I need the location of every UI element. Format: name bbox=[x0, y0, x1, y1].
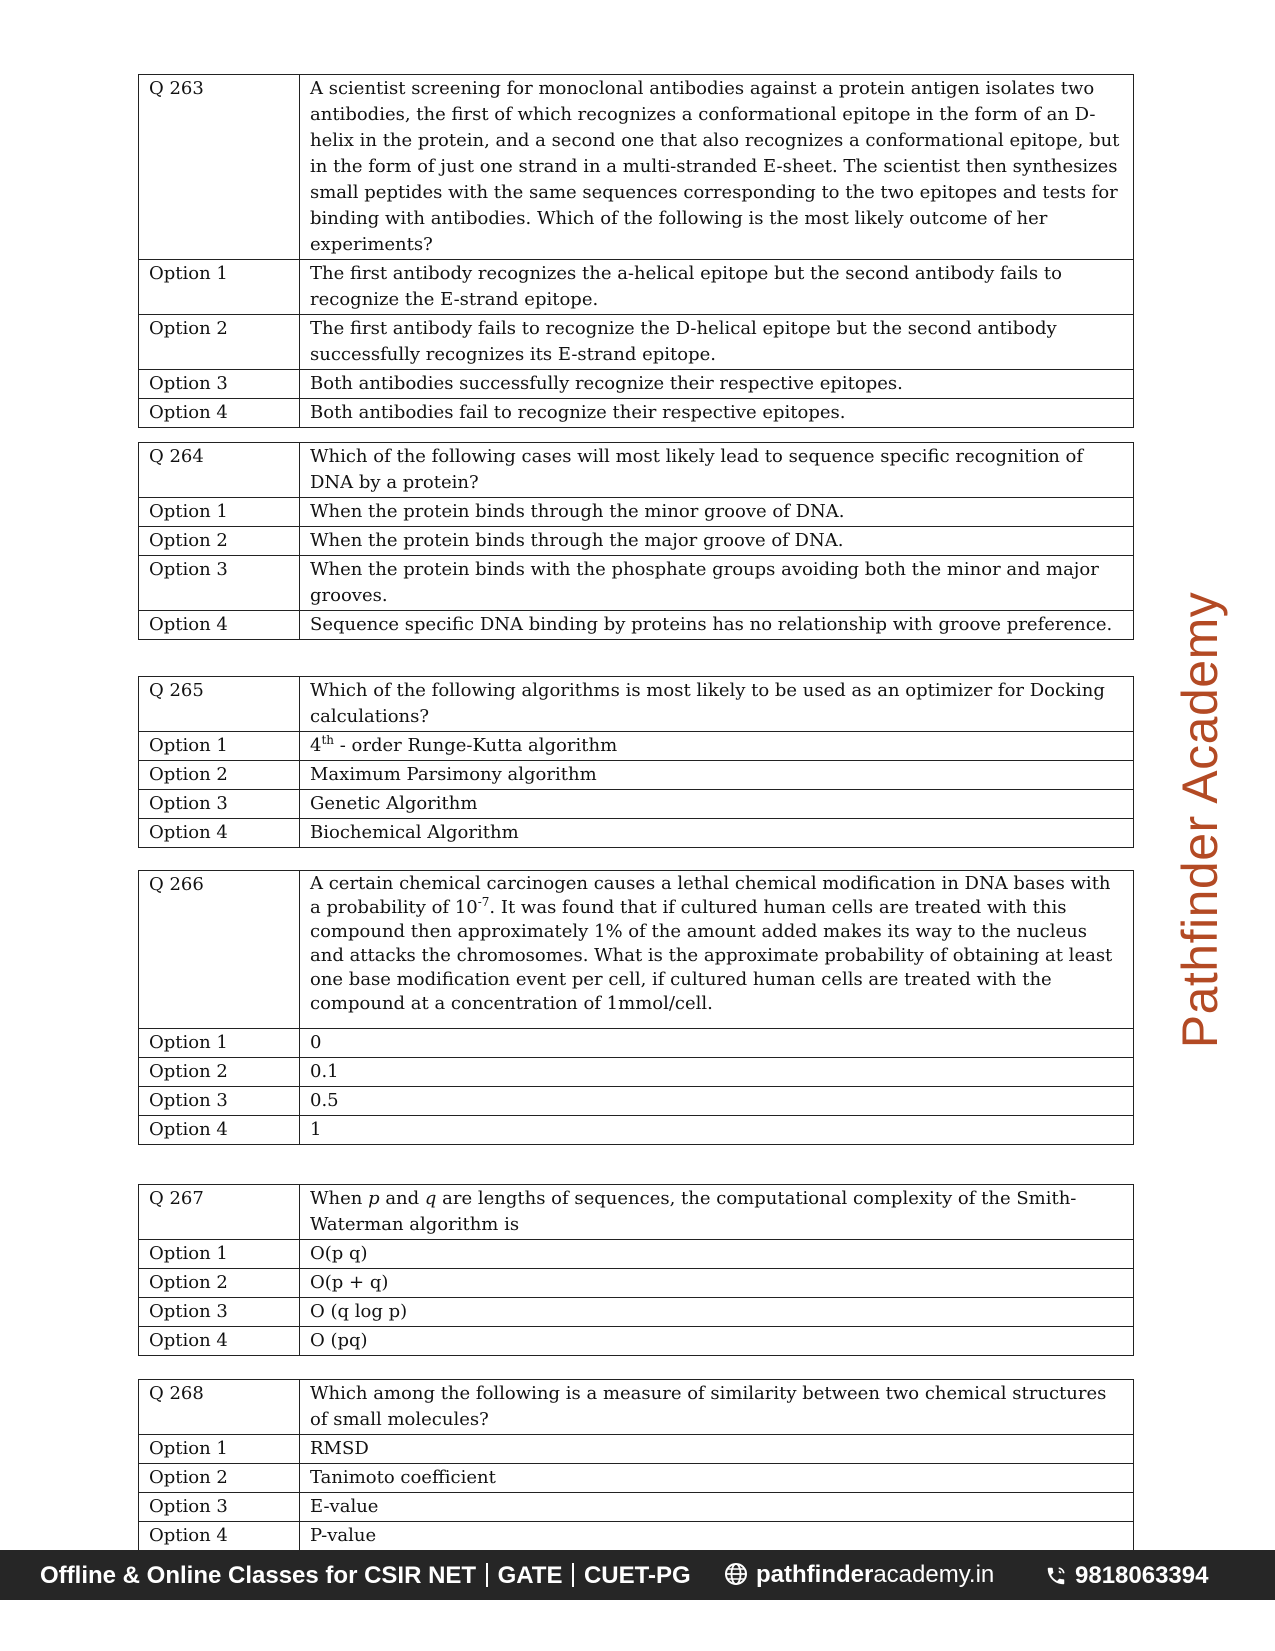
option-label: Option 1 bbox=[139, 260, 300, 315]
question-number: Q 263 bbox=[139, 75, 300, 260]
question-text bbox=[300, 1185, 1134, 1240]
option-text: O(p q) bbox=[300, 1240, 1134, 1269]
question-number: Q 264 bbox=[139, 443, 300, 498]
question-row bbox=[139, 871, 1134, 1029]
option-text: 0 bbox=[300, 1029, 1134, 1058]
question-table-266 bbox=[138, 870, 1134, 1145]
option-row bbox=[139, 315, 1134, 370]
question-row bbox=[139, 443, 1134, 498]
option-label: Option 2 bbox=[139, 761, 300, 790]
question-text: Which of the following algorithms is most likely to be used as an optimizer for Docking calculations? bbox=[300, 677, 1134, 732]
question-row bbox=[139, 1185, 1134, 1240]
question-text: A scientist screening for monoclonal antibodies against a protein antigen isolates two antibodies, the first of which recognizes a conformational epitope in the form of an D- helix in the protein, and a second one that also recognizes a conformational epitope, but in the form of just one strand in a multi-stranded E-sheet. The scientist then synthesizes small peptides with the same sequences corresponding to the two epitopes and tests for binding with antibodies. Which of the following is the most likely outcome of her experiments? bbox=[300, 75, 1134, 260]
option-text: O(p + q) bbox=[300, 1269, 1134, 1298]
footer-banner bbox=[0, 1550, 1275, 1600]
question-text bbox=[300, 871, 1134, 1029]
option-text: The first antibody fails to recognize the D-helical epitope but the second antibody successfully recognizes its E-strand epitope. bbox=[300, 315, 1134, 370]
option-label: Option 1 bbox=[139, 1029, 300, 1058]
phone-icon bbox=[1045, 1565, 1067, 1587]
question-text-part-a: When bbox=[310, 1188, 369, 1209]
option-label: Option 3 bbox=[139, 1298, 300, 1327]
option-label: Option 4 bbox=[139, 819, 300, 848]
variable-p: p bbox=[368, 1188, 380, 1209]
option-text: When the protein binds through the minor groove of DNA. bbox=[300, 498, 1134, 527]
option-row bbox=[139, 260, 1134, 315]
option-text: 1 bbox=[300, 1116, 1134, 1145]
option-text: 0.5 bbox=[300, 1087, 1134, 1116]
question-text: Which among the following is a measure of similarity between two chemical structures of small molecules? bbox=[300, 1380, 1134, 1435]
option-label: Option 3 bbox=[139, 1493, 300, 1522]
website-link[interactable] bbox=[724, 1561, 994, 1589]
option-row bbox=[139, 732, 1134, 761]
option-text: When the protein binds through the major groove of DNA. bbox=[300, 527, 1134, 556]
option-text: P-value bbox=[300, 1522, 1134, 1551]
option-row bbox=[139, 1435, 1134, 1464]
question-text-superscript: -7 bbox=[477, 895, 490, 909]
option-row bbox=[139, 1522, 1134, 1551]
website-bold: pathfinder bbox=[756, 1561, 874, 1588]
option-row bbox=[139, 1298, 1134, 1327]
divider bbox=[486, 1563, 488, 1587]
option-text: O (pq) bbox=[300, 1327, 1134, 1356]
option-label: Option 2 bbox=[139, 1464, 300, 1493]
option-label: Option 2 bbox=[139, 1058, 300, 1087]
option-text: O (q log p) bbox=[300, 1298, 1134, 1327]
footer-cuet: CUET-PG bbox=[583, 1562, 691, 1589]
question-number: Q 268 bbox=[139, 1380, 300, 1435]
option-row bbox=[139, 1493, 1134, 1522]
option-label: Option 2 bbox=[139, 315, 300, 370]
option-label: Option 1 bbox=[139, 1435, 300, 1464]
option-row bbox=[139, 1029, 1134, 1058]
option-row bbox=[139, 761, 1134, 790]
option-text: 0.1 bbox=[300, 1058, 1134, 1087]
option-label: Option 3 bbox=[139, 790, 300, 819]
option-text: Biochemical Algorithm bbox=[300, 819, 1134, 848]
option-label: Option 2 bbox=[139, 527, 300, 556]
option-text: Tanimoto coefficient bbox=[300, 1464, 1134, 1493]
question-table-267 bbox=[138, 1184, 1134, 1356]
phone-text: 9818063394 bbox=[1075, 1562, 1209, 1589]
option-row bbox=[139, 790, 1134, 819]
question-table-265 bbox=[138, 676, 1134, 848]
footer-classes-text: Offline & Online Classes for CSIR NET bbox=[40, 1562, 477, 1589]
option-label: Option 4 bbox=[139, 399, 300, 428]
option-label: Option 1 bbox=[139, 498, 300, 527]
option-label: Option 1 bbox=[139, 732, 300, 761]
question-table-264 bbox=[138, 442, 1134, 640]
option-label: Option 3 bbox=[139, 370, 300, 399]
option-text: Maximum Parsimony algorithm bbox=[300, 761, 1134, 790]
option-text-base: 4 bbox=[310, 735, 322, 756]
option-label: Option 3 bbox=[139, 556, 300, 611]
option-row bbox=[139, 819, 1134, 848]
watermark: Pathfinder Academy bbox=[1172, 591, 1228, 1049]
option-label: Option 1 bbox=[139, 1240, 300, 1269]
phone-number[interactable] bbox=[1045, 1562, 1208, 1590]
option-row bbox=[139, 1327, 1134, 1356]
option-text: Both antibodies successfully recognize their respective epitopes. bbox=[300, 370, 1134, 399]
option-label: Option 4 bbox=[139, 1522, 300, 1551]
option-row bbox=[139, 1087, 1134, 1116]
option-text-superscript: th bbox=[321, 733, 335, 747]
question-table-263 bbox=[138, 74, 1134, 428]
option-text: Both antibodies fail to recognize their respective epitopes. bbox=[300, 399, 1134, 428]
question-table-268 bbox=[138, 1379, 1134, 1551]
option-text-rest: - order Runge-Kutta algorithm bbox=[334, 735, 618, 756]
question-row bbox=[139, 75, 1134, 260]
option-row bbox=[139, 1116, 1134, 1145]
option-label: Option 4 bbox=[139, 1116, 300, 1145]
option-label: Option 4 bbox=[139, 1327, 300, 1356]
option-row bbox=[139, 370, 1134, 399]
website-light: academy.in bbox=[873, 1561, 995, 1588]
question-text: Which of the following cases will most likely lead to sequence specific recognition of DNA by a protein? bbox=[300, 443, 1134, 498]
option-label: Option 4 bbox=[139, 611, 300, 640]
question-number: Q 267 bbox=[139, 1185, 300, 1240]
question-number: Q 265 bbox=[139, 677, 300, 732]
question-text-part-c: are lengths of sequences, the computational complexity of the Smith-Waterman algorithm is bbox=[310, 1188, 1077, 1235]
option-text: The first antibody recognizes the a-helical epitope but the second antibody fails to recognize the E-strand epitope. bbox=[300, 260, 1134, 315]
option-text: Sequence specific DNA binding by proteins has no relationship with groove preference. bbox=[300, 611, 1134, 640]
footer-classes bbox=[40, 1562, 691, 1590]
question-text-part-b: and bbox=[379, 1188, 425, 1209]
question-row bbox=[139, 677, 1134, 732]
globe-icon bbox=[724, 1562, 748, 1586]
footer-gate: GATE bbox=[497, 1562, 563, 1589]
option-text: When the protein binds with the phosphate groups avoiding both the minor and major grooves. bbox=[300, 556, 1134, 611]
option-row bbox=[139, 611, 1134, 640]
option-label: Option 2 bbox=[139, 1269, 300, 1298]
option-text: Genetic Algorithm bbox=[300, 790, 1134, 819]
option-text bbox=[300, 732, 1134, 761]
option-label: Option 3 bbox=[139, 1087, 300, 1116]
variable-q: q bbox=[424, 1188, 437, 1209]
option-row bbox=[139, 1240, 1134, 1269]
option-row bbox=[139, 1269, 1134, 1298]
option-row bbox=[139, 1058, 1134, 1087]
option-row bbox=[139, 1464, 1134, 1493]
option-text: E-value bbox=[300, 1493, 1134, 1522]
option-row bbox=[139, 527, 1134, 556]
question-number: Q 266 bbox=[139, 871, 300, 1029]
option-row bbox=[139, 556, 1134, 611]
option-row bbox=[139, 498, 1134, 527]
question-text-part-a: A certain chemical carcinogen causes a lethal chemical modification in DNA bases with a probability of 10 bbox=[310, 873, 1111, 918]
question-text-part-b: . It was found that if cultured human cells are treated with this compound then approximately 1% of the amount added makes its way to the nucleus and attacks the chromosomes. What is the approximate probability of obtaining at least one base modification event per cell, if cultured human cells are treated with the compound at a concentration of 1mmol/cell. bbox=[310, 897, 1113, 1014]
question-row bbox=[139, 1380, 1134, 1435]
divider bbox=[572, 1563, 574, 1587]
option-text: RMSD bbox=[300, 1435, 1134, 1464]
option-row bbox=[139, 399, 1134, 428]
